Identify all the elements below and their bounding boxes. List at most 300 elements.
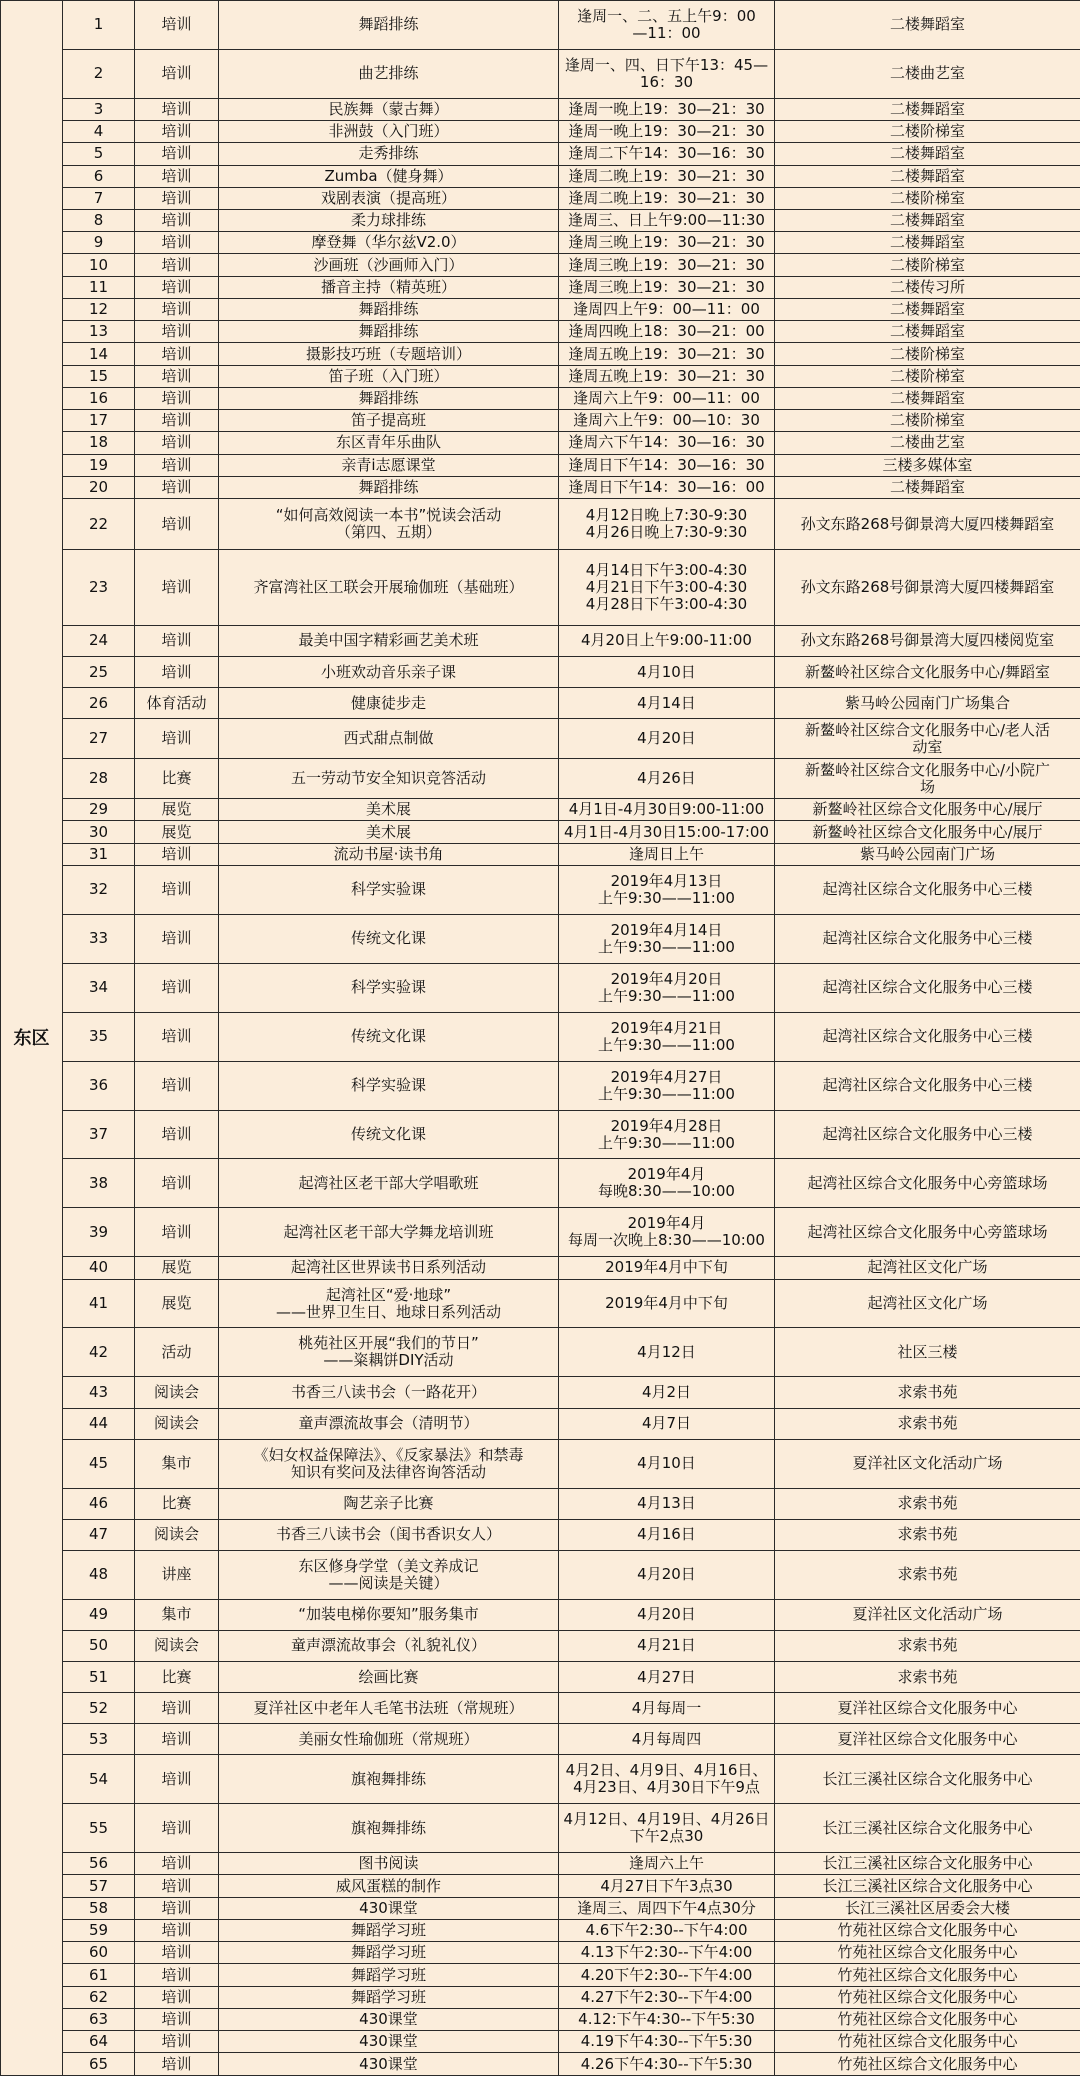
activity-name: 曲艺排练 — [219, 49, 559, 98]
activity-name: 笛子提高班 — [219, 410, 559, 432]
activity-place: 夏洋社区文化活动广场 — [775, 1599, 1080, 1630]
row-number: 10 — [63, 254, 135, 276]
row-number: 6 — [63, 165, 135, 187]
row-number: 61 — [63, 1964, 135, 1986]
row-number: 28 — [63, 759, 135, 799]
activity-place: 起湾社区综合文化服务中心三楼 — [775, 865, 1080, 914]
activity-name: 童声漂流故事会（清明节） — [219, 1408, 559, 1439]
activity-place: 紫马岭公园南门广场集合 — [775, 688, 1080, 719]
activity-name: 舞蹈学习班 — [219, 1919, 559, 1941]
table-row — [1, 914, 1080, 963]
row-number: 13 — [63, 321, 135, 343]
activity-place: 长江三溪社区综合文化服务中心 — [775, 1804, 1080, 1853]
table-row — [1, 1328, 1080, 1377]
activity-type: 培训 — [135, 432, 219, 454]
activity-name: 起湾社区世界读书日系列活动 — [219, 1257, 559, 1279]
row-number: 39 — [63, 1208, 135, 1257]
activity-place: 二楼舞蹈室 — [775, 387, 1080, 409]
activity-type: 阅读会 — [135, 1630, 219, 1661]
row-number: 24 — [63, 625, 135, 656]
activity-place: 孙文东路268号御景湾大厦四楼阅览室 — [775, 625, 1080, 656]
activity-type: 培训 — [135, 210, 219, 232]
activity-time: 逢周六下午14：30—16：30 — [559, 432, 775, 454]
activity-name: 起湾社区老干部大学舞龙培训班 — [219, 1208, 559, 1257]
activity-place: 竹苑社区综合文化服务中心 — [775, 1986, 1080, 2008]
activity-name: 图书阅读 — [219, 1853, 559, 1875]
activity-name: 童声漂流故事会（礼貌礼仪） — [219, 1630, 559, 1661]
activity-time: 4月1日-4月30日15:00-17:00 — [559, 821, 775, 843]
activity-time: 2019年4月20日 上午9:30——11:00 — [559, 963, 775, 1012]
table-row — [1, 1279, 1080, 1328]
row-number: 57 — [63, 1875, 135, 1897]
activity-time: 2019年4月21日 上午9:30——11:00 — [559, 1012, 775, 1061]
table-row — [1, 843, 1080, 865]
row-number: 42 — [63, 1328, 135, 1377]
activity-type: 培训 — [135, 321, 219, 343]
activity-place: 新鳌岭社区综合文化服务中心/展厅 — [775, 799, 1080, 821]
activity-place: 求索书苑 — [775, 1519, 1080, 1550]
activity-time: 4月16日 — [559, 1519, 775, 1550]
row-number: 51 — [63, 1662, 135, 1693]
row-number: 18 — [63, 432, 135, 454]
activity-place: 社区三楼 — [775, 1328, 1080, 1377]
table-row — [1, 254, 1080, 276]
table-row — [1, 1964, 1080, 1986]
table-row — [1, 1110, 1080, 1159]
table-row — [1, 1630, 1080, 1661]
table-row — [1, 1693, 1080, 1724]
activity-name: 传统文化课 — [219, 914, 559, 963]
row-number: 36 — [63, 1061, 135, 1110]
activity-type: 培训 — [135, 1986, 219, 2008]
row-number: 53 — [63, 1724, 135, 1755]
row-number: 34 — [63, 963, 135, 1012]
activity-name: 舞蹈排练 — [219, 321, 559, 343]
activity-name: 舞蹈学习班 — [219, 1986, 559, 2008]
row-number: 7 — [63, 187, 135, 209]
activity-time: 逢周日上午 — [559, 843, 775, 865]
activity-time: 逢周三、周四下午4点30分 — [559, 1897, 775, 1919]
table-row — [1, 321, 1080, 343]
row-number: 3 — [63, 98, 135, 120]
row-number: 30 — [63, 821, 135, 843]
activity-type: 体育活动 — [135, 688, 219, 719]
row-number: 49 — [63, 1599, 135, 1630]
activity-name: 民族舞（蒙古舞） — [219, 98, 559, 120]
table-row — [1, 1804, 1080, 1853]
activity-place: 竹苑社区综合文化服务中心 — [775, 2008, 1080, 2030]
activity-name: 美术展 — [219, 799, 559, 821]
activity-place: 起湾社区综合文化服务中心三楼 — [775, 914, 1080, 963]
activity-type: 培训 — [135, 865, 219, 914]
activity-type: 培训 — [135, 499, 219, 550]
activity-time: 逢周三晚上19：30—21：30 — [559, 232, 775, 254]
activity-type: 培训 — [135, 1208, 219, 1257]
activity-type: 培训 — [135, 2053, 219, 2076]
activity-time: 4月1日-4月30日9:00-11:00 — [559, 799, 775, 821]
activity-name: 书香三八读书会（闺书香识女人） — [219, 1519, 559, 1550]
activity-name: 笛子班（入门班） — [219, 365, 559, 387]
row-number: 9 — [63, 232, 135, 254]
row-number: 29 — [63, 799, 135, 821]
activity-name: 健康徒步走 — [219, 688, 559, 719]
table-row — [1, 298, 1080, 320]
row-number: 44 — [63, 1408, 135, 1439]
activity-time: 2019年4月中下旬 — [559, 1279, 775, 1328]
activity-place: 夏洋社区文化活动广场 — [775, 1439, 1080, 1488]
row-number: 59 — [63, 1919, 135, 1941]
table-row — [1, 759, 1080, 799]
activity-place: 求索书苑 — [775, 1377, 1080, 1408]
activity-place: 新鳌岭社区综合文化服务中心/老人活 动室 — [775, 719, 1080, 759]
activity-name: 美丽女性瑜伽班（常规班） — [219, 1724, 559, 1755]
activity-type: 培训 — [135, 719, 219, 759]
activity-time: 4月20日 — [559, 719, 775, 759]
row-number: 16 — [63, 387, 135, 409]
activity-place: 求索书苑 — [775, 1662, 1080, 1693]
row-number: 23 — [63, 550, 135, 626]
activity-type: 比赛 — [135, 1488, 219, 1519]
activity-time: 逢周日下午14：30—16：00 — [559, 476, 775, 498]
activity-name: 西式甜点制做 — [219, 719, 559, 759]
table-row — [1, 210, 1080, 232]
activity-place: 二楼阶梯室 — [775, 121, 1080, 143]
table-row — [1, 1377, 1080, 1408]
activity-place: 长江三溪社区综合文化服务中心 — [775, 1875, 1080, 1897]
activity-time: 4月20日 — [559, 1550, 775, 1599]
activity-place: 二楼阶梯室 — [775, 254, 1080, 276]
table-row — [1, 276, 1080, 298]
table-row — [1, 343, 1080, 365]
activity-time: 2019年4月中下旬 — [559, 1257, 775, 1279]
activity-name: 舞蹈学习班 — [219, 1942, 559, 1964]
activity-time: 2019年4月13日 上午9:30——11:00 — [559, 865, 775, 914]
table-row — [1, 1550, 1080, 1599]
row-number: 4 — [63, 121, 135, 143]
activity-time: 4月12日晚上7:30-9:30 4月26日晚上7:30-9:30 — [559, 499, 775, 550]
activity-type: 展览 — [135, 1257, 219, 1279]
activity-name: 五一劳动节安全知识竞答活动 — [219, 759, 559, 799]
activity-name: 舞蹈排练 — [219, 476, 559, 498]
activity-name: 东区青年乐曲队 — [219, 432, 559, 454]
activity-name: 旗袍舞排练 — [219, 1804, 559, 1853]
activity-name: 流动书屋·读书角 — [219, 843, 559, 865]
activity-type: 培训 — [135, 914, 219, 963]
activity-name: 亲青i志愿课堂 — [219, 454, 559, 476]
activity-type: 培训 — [135, 1804, 219, 1853]
activity-type: 集市 — [135, 1599, 219, 1630]
table-row — [1, 1853, 1080, 1875]
activity-name: 陶艺亲子比赛 — [219, 1488, 559, 1519]
activity-time: 逢周六上午9：00—10：30 — [559, 410, 775, 432]
row-number: 20 — [63, 476, 135, 498]
row-number: 5 — [63, 143, 135, 165]
activity-time: 4月20日上午9:00-11:00 — [559, 625, 775, 656]
activity-place: 二楼曲艺室 — [775, 49, 1080, 98]
activity-place: 竹苑社区综合文化服务中心 — [775, 2031, 1080, 2053]
activity-time: 4月13日 — [559, 1488, 775, 1519]
activity-place: 夏洋社区综合文化服务中心 — [775, 1693, 1080, 1724]
row-number: 11 — [63, 276, 135, 298]
activity-type: 培训 — [135, 232, 219, 254]
activity-place: 孙文东路268号御景湾大厦四楼舞蹈室 — [775, 550, 1080, 626]
activity-type: 展览 — [135, 1279, 219, 1328]
row-number: 56 — [63, 1853, 135, 1875]
row-number: 47 — [63, 1519, 135, 1550]
activity-name: 舞蹈排练 — [219, 1, 559, 50]
table-row — [1, 1061, 1080, 1110]
activity-place: 二楼阶梯室 — [775, 343, 1080, 365]
activity-time: 4.20下午2:30--下午4:00 — [559, 1964, 775, 1986]
district-label: 东区 — [1, 1, 63, 2076]
row-number: 64 — [63, 2031, 135, 2053]
activity-name: 播音主持（精英班） — [219, 276, 559, 298]
activity-time: 4月2日、4月9日、4月16日、 4月23日、4月30日下午9点 — [559, 1755, 775, 1804]
table-row — [1, 1408, 1080, 1439]
activity-time: 4月26日 — [559, 759, 775, 799]
activity-place: 起湾社区综合文化服务中心三楼 — [775, 1012, 1080, 1061]
activity-time: 4月2日 — [559, 1377, 775, 1408]
row-number: 37 — [63, 1110, 135, 1159]
activity-name: 摄影技巧班（专题培训） — [219, 343, 559, 365]
activity-name: 起湾社区“爱·地球” ——世界卫生日、地球日系列活动 — [219, 1279, 559, 1328]
activity-time: 逢周一晚上19：30—21：30 — [559, 121, 775, 143]
row-number: 31 — [63, 843, 135, 865]
row-number: 40 — [63, 1257, 135, 1279]
activity-type: 展览 — [135, 821, 219, 843]
activity-time: 4月27日下午3点30 — [559, 1875, 775, 1897]
table-row — [1, 1942, 1080, 1964]
activity-type: 培训 — [135, 1919, 219, 1941]
activity-type: 培训 — [135, 476, 219, 498]
activity-place: 求索书苑 — [775, 1630, 1080, 1661]
table-row — [1, 121, 1080, 143]
activity-type: 比赛 — [135, 759, 219, 799]
activity-time: 2019年4月 每周一次晚上8:30——10:00 — [559, 1208, 775, 1257]
activity-type: 培训 — [135, 625, 219, 656]
activity-place: 竹苑社区综合文化服务中心 — [775, 1964, 1080, 1986]
table-row — [1, 143, 1080, 165]
activity-name: 威风蛋糕的制作 — [219, 1875, 559, 1897]
row-number: 55 — [63, 1804, 135, 1853]
activity-name: 桃苑社区开展“我们的节日” ——粢耦饼DIY活动 — [219, 1328, 559, 1377]
activity-place: 竹苑社区综合文化服务中心 — [775, 1942, 1080, 1964]
activity-type: 培训 — [135, 550, 219, 626]
row-number: 17 — [63, 410, 135, 432]
table-row — [1, 865, 1080, 914]
activity-name: 舞蹈排练 — [219, 298, 559, 320]
activity-name: 430课堂 — [219, 1897, 559, 1919]
table-row — [1, 1897, 1080, 1919]
activity-time: 4.26下午4:30--下午5:30 — [559, 2053, 775, 2076]
activity-place: 新鳌岭社区综合文化服务中心/展厅 — [775, 821, 1080, 843]
activity-name: 旗袍舞排练 — [219, 1755, 559, 1804]
activity-time: 逢周一、二、五上午9：00 —11：00 — [559, 1, 775, 50]
activity-time: 4.6下午2:30--下午4:00 — [559, 1919, 775, 1941]
row-number: 54 — [63, 1755, 135, 1804]
activity-time: 逢周六上午 — [559, 1853, 775, 1875]
table-row — [1, 1439, 1080, 1488]
row-number: 26 — [63, 688, 135, 719]
table-row — [1, 165, 1080, 187]
activity-place: 二楼舞蹈室 — [775, 143, 1080, 165]
activity-place: 起湾社区综合文化服务中心旁篮球场 — [775, 1159, 1080, 1208]
row-number: 25 — [63, 656, 135, 687]
activity-name: 舞蹈排练 — [219, 387, 559, 409]
activity-type: 培训 — [135, 298, 219, 320]
table-row — [1, 1599, 1080, 1630]
activity-time: 逢周二晚上19：30—21：30 — [559, 165, 775, 187]
activity-name: 科学实验课 — [219, 963, 559, 1012]
activity-name: 书香三八读书会（一路花开） — [219, 1377, 559, 1408]
activity-type: 培训 — [135, 1, 219, 50]
activity-type: 培训 — [135, 1853, 219, 1875]
activity-type: 活动 — [135, 1328, 219, 1377]
row-number: 41 — [63, 1279, 135, 1328]
activity-type: 培训 — [135, 143, 219, 165]
table-row — [1, 2008, 1080, 2030]
activity-type: 培训 — [135, 98, 219, 120]
table-row — [1, 799, 1080, 821]
activity-place: 二楼舞蹈室 — [775, 98, 1080, 120]
row-number: 38 — [63, 1159, 135, 1208]
activity-time: 逢周四上午9：00—11：00 — [559, 298, 775, 320]
activity-place: 孙文东路268号御景湾大厦四楼舞蹈室 — [775, 499, 1080, 550]
activity-name: 走秀排练 — [219, 143, 559, 165]
activity-name: 科学实验课 — [219, 1061, 559, 1110]
activity-type: 培训 — [135, 254, 219, 276]
activity-place: 二楼曲艺室 — [775, 432, 1080, 454]
activity-place: 二楼阶梯室 — [775, 365, 1080, 387]
row-number: 33 — [63, 914, 135, 963]
table-row — [1, 625, 1080, 656]
row-number: 48 — [63, 1550, 135, 1599]
activity-place: 起湾社区综合文化服务中心旁篮球场 — [775, 1208, 1080, 1257]
activity-type: 阅读会 — [135, 1519, 219, 1550]
activity-place: 二楼舞蹈室 — [775, 298, 1080, 320]
activity-place: 起湾社区文化广场 — [775, 1279, 1080, 1328]
activity-time: 逢周日下午14：30—16：30 — [559, 454, 775, 476]
activity-name: 沙画班（沙画师入门） — [219, 254, 559, 276]
activity-time: 4月14日下午3:00-4:30 4月21日下午3:00-4:30 4月28日下午3:00-4:30 — [559, 550, 775, 626]
table-row — [1, 432, 1080, 454]
activity-type: 培训 — [135, 1061, 219, 1110]
activity-time: 2019年4月27日 上午9:30——11:00 — [559, 1061, 775, 1110]
activity-type: 培训 — [135, 343, 219, 365]
activity-place: 竹苑社区综合文化服务中心 — [775, 2053, 1080, 2076]
activity-time: 逢周五晚上19：30—21：30 — [559, 365, 775, 387]
activity-time: 4月每周一 — [559, 1693, 775, 1724]
activity-place: 长江三溪社区居委会大楼 — [775, 1897, 1080, 1919]
activity-time: 逢周一晚上19：30—21：30 — [559, 98, 775, 120]
activity-type: 培训 — [135, 276, 219, 298]
table-row — [1, 1159, 1080, 1208]
activity-place: 起湾社区综合文化服务中心三楼 — [775, 1110, 1080, 1159]
activity-type: 培训 — [135, 1724, 219, 1755]
row-number: 35 — [63, 1012, 135, 1061]
activity-place: 二楼传习所 — [775, 276, 1080, 298]
activity-place: 新鳌岭社区综合文化服务中心/舞蹈室 — [775, 656, 1080, 687]
activity-type: 培训 — [135, 165, 219, 187]
activity-type: 培训 — [135, 843, 219, 865]
activity-place: 二楼舞蹈室 — [775, 210, 1080, 232]
table-row — [1, 2031, 1080, 2053]
activity-time: 逢周一、四、日下午13：45— 16：30 — [559, 49, 775, 98]
activity-name: 柔力球排练 — [219, 210, 559, 232]
activity-place: 二楼舞蹈室 — [775, 321, 1080, 343]
table-row — [1, 187, 1080, 209]
activity-name: 非洲鼓（入门班） — [219, 121, 559, 143]
row-number: 43 — [63, 1377, 135, 1408]
activity-time: 4月20日 — [559, 1599, 775, 1630]
activity-name: 美术展 — [219, 821, 559, 843]
row-number: 62 — [63, 1986, 135, 2008]
activity-name: 起湾社区老干部大学唱歌班 — [219, 1159, 559, 1208]
activity-name: 齐富湾社区工联会开展瑜伽班（基础班） — [219, 550, 559, 626]
activity-time: 4.13下午2:30--下午4:00 — [559, 1942, 775, 1964]
activity-time: 4月12日 — [559, 1328, 775, 1377]
activity-name: 最美中国字精彩画艺美术班 — [219, 625, 559, 656]
activity-name: 摩登舞（华尔兹V2.0） — [219, 232, 559, 254]
activity-time: 2019年4月28日 上午9:30——11:00 — [559, 1110, 775, 1159]
activity-name: “加装电梯你要知”服务集市 — [219, 1599, 559, 1630]
activity-type: 培训 — [135, 387, 219, 409]
table-row — [1, 365, 1080, 387]
table-row — [1, 1488, 1080, 1519]
activity-name: Zumba（健身舞） — [219, 165, 559, 187]
table-row — [1, 410, 1080, 432]
activity-type: 培训 — [135, 49, 219, 98]
activity-place: 起湾社区综合文化服务中心三楼 — [775, 963, 1080, 1012]
activity-type: 阅读会 — [135, 1377, 219, 1408]
activity-type: 培训 — [135, 2031, 219, 2053]
row-number: 46 — [63, 1488, 135, 1519]
table-row — [1, 1257, 1080, 1279]
activity-time: 4.27下午2:30--下午4:00 — [559, 1986, 775, 2008]
activity-time: 4月27日 — [559, 1662, 775, 1693]
activity-type: 培训 — [135, 1693, 219, 1724]
row-number: 52 — [63, 1693, 135, 1724]
table-row — [1, 49, 1080, 98]
table-row — [1, 232, 1080, 254]
activity-place: 二楼阶梯室 — [775, 410, 1080, 432]
activity-time: 4月14日 — [559, 688, 775, 719]
activity-type: 阅读会 — [135, 1408, 219, 1439]
activity-name: 夏洋社区中老年人毛笔书法班（常规班） — [219, 1693, 559, 1724]
activity-name: 科学实验课 — [219, 865, 559, 914]
table-row — [1, 1519, 1080, 1550]
activity-place: 新鳌岭社区综合文化服务中心/小院广 场 — [775, 759, 1080, 799]
row-number: 27 — [63, 719, 135, 759]
row-number: 60 — [63, 1942, 135, 1964]
activity-time: 4.12:下午4:30--下午5:30 — [559, 2008, 775, 2030]
table-row — [1, 1755, 1080, 1804]
table-row — [1, 387, 1080, 409]
activity-type: 培训 — [135, 963, 219, 1012]
table-row — [1, 1875, 1080, 1897]
table-row — [1, 1208, 1080, 1257]
row-number: 32 — [63, 865, 135, 914]
activity-name: 传统文化课 — [219, 1110, 559, 1159]
row-number: 12 — [63, 298, 135, 320]
activity-name: 东区修身学堂（美文养成记 ——阅读是关键） — [219, 1550, 559, 1599]
activity-time: 4月每周四 — [559, 1724, 775, 1755]
activity-type: 培训 — [135, 454, 219, 476]
table-row — [1, 719, 1080, 759]
activity-type: 培训 — [135, 365, 219, 387]
table-row — [1, 1012, 1080, 1061]
table-body — [1, 1, 1080, 2076]
